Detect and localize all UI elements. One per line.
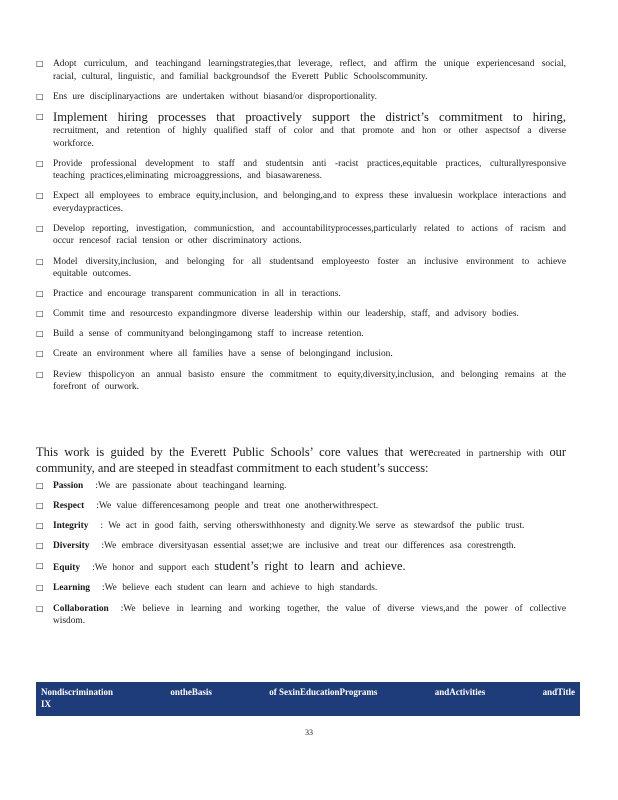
list-item: □ Develop reporting, investigation, communicstion, and accountabilityprocesses,particularly related to actions of racism and occur rencesof racial tension or other discriminatory actions. <box>36 223 566 247</box>
checkbox-bullet-icon: □ <box>36 59 44 68</box>
item-lead-text: Implement hiring processes that proactively support the district’s commitment to hiring, <box>53 109 566 124</box>
list-item: □ Ens ure disciplinaryactions are undertaken without biasand/or disproportionality. <box>36 91 377 102</box>
value-name: Collaboration <box>53 603 109 614</box>
checkbox-bullet-icon: □ <box>36 369 44 379</box>
list-item: □ Model diversity,inclusion, and belonging for all studentsand employeesto foster an inclusive environment to achieve equitable outcomes. <box>36 256 566 280</box>
checkbox-bullet-icon: □ <box>36 111 44 121</box>
value-name: Integrity <box>53 521 89 532</box>
list-item: □ Practice and encourage transparent communication in all in teractions. <box>36 289 341 300</box>
section-header-banner <box>36 682 580 716</box>
list-item: □ Build a sense of communityand belongingamong staff to increase retention. <box>36 329 364 340</box>
list-item: □ Equity :We honor and support each student’s right to learn and achieve. <box>36 559 406 574</box>
list-item: □ Review thispolicyon an annual basisto ensure the commitment to equity,diversity,inclusion, and belonging remains at the forefront of ourwork. <box>36 369 566 393</box>
checkbox-bullet-icon: □ <box>36 561 44 571</box>
list-item: □ Passion :We are passionate about teachingand learning. <box>36 481 287 491</box>
value-name: Equity <box>53 563 81 574</box>
value-name: Learning <box>53 583 90 594</box>
checkbox-bullet-icon: □ <box>36 256 44 266</box>
list-item: □ Integrity : We act in good faith, serving otherswithhonesty and dignity.We serve as stewardsof the public trust. <box>36 521 525 532</box>
checkbox-bullet-icon: □ <box>36 521 44 531</box>
list-item: □ Collaboration :We believe in learning and working together, the value of diverse views,and the power of collective wisdom. <box>36 603 566 627</box>
checkbox-bullet-icon: □ <box>36 191 44 201</box>
list-item: □ Expect all employees to embrace equity,inclusion, and belonging,and to express these invaluesin workplace interactions and everydaypractices. <box>36 191 566 214</box>
banner-title-continuation: IX <box>41 699 52 709</box>
checkbox-bullet-icon: □ <box>36 329 44 339</box>
value-name: Passion <box>53 481 84 491</box>
list-item <box>36 111 566 151</box>
list-item: □ Respect :We value differencesamong people and treat one anotherwithrespect. <box>36 501 379 512</box>
checkbox-bullet-icon: □ <box>36 349 44 359</box>
item-body-text: recruitment, and retention of highly qualified staff of color and that promote and hon or other aspectsof a diverse workforce. <box>53 126 566 149</box>
core-values-list <box>36 480 566 635</box>
page-number: 33 <box>305 728 313 737</box>
list-item: □ Learning :We believe each student can learn and achieve to high standards. <box>36 583 378 594</box>
checkbox-bullet-icon: □ <box>36 309 44 319</box>
list-item: □ Provide professional development to staff and studentsin anti -racist practices,equitable practices, culturallyresponsive teaching practices,eliminating microaggressions, and biasawareness. <box>36 158 566 182</box>
banner-title-row: Nondiscrimination ontheBasis of SexinEducationPrograms andActivities andTitle <box>41 687 575 697</box>
value-name: Diversity <box>53 541 90 552</box>
list-item: □ Create an environment where all families have a sense of belongingand inclusion. <box>36 349 393 360</box>
list-item: □ Commit time and resourcesto expandingmore diverse leadership within our leadership, staff, and advisory bodies. <box>36 309 519 320</box>
checkbox-bullet-icon: □ <box>36 223 44 233</box>
checkbox-bullet-icon: □ <box>36 91 44 101</box>
checkbox-bullet-icon: □ <box>36 603 44 613</box>
list-item: □ Diversity :We embrace diversityasan essential asset;we are inclusive and treat our differences asa corestrength. <box>36 541 516 552</box>
checkbox-bullet-icon: □ <box>36 289 44 299</box>
checkbox-bullet-icon: □ <box>36 158 44 168</box>
checkbox-bullet-icon: □ <box>36 583 44 593</box>
value-name: Respect <box>53 501 85 512</box>
checkbox-bullet-icon: □ <box>36 501 44 511</box>
checkbox-bullet-icon: □ <box>36 541 44 551</box>
list-item: □ Adopt curriculum, and teachingand learningstrategies,that leverage, reflect, and affirm the unique experiencesand social, racial, cultural, linguistic, and familial backgroundsof the Everett Public Schoolscommunity. <box>36 59 566 82</box>
policy-action-list <box>36 58 566 401</box>
checkbox-bullet-icon: □ <box>36 481 44 490</box>
core-values-intro: This work is guided by the Everett Public Schools’ core values that werecreated in partnership with our community, and are steeped in steadfast commitment to each student’s success: <box>36 445 566 475</box>
